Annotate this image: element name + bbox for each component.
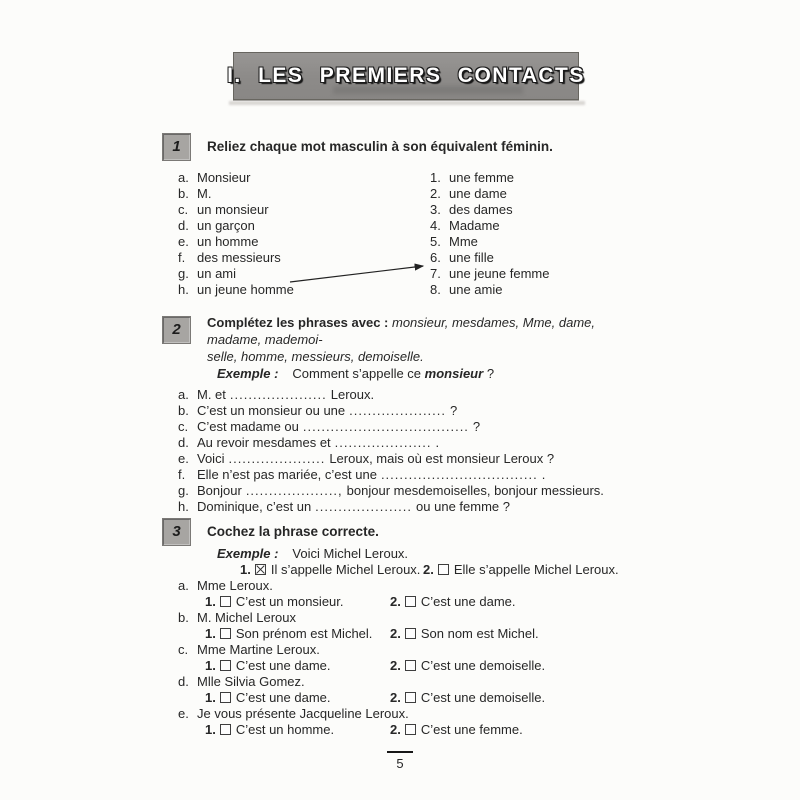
item-letter: a. [178,387,189,402]
blank-dots: ..................... [228,451,326,466]
page-number: 5 [396,756,404,771]
example-punctuation: ? [486,366,495,381]
fill-blank-item [162,419,610,435]
item-text: Monsieur [197,170,251,185]
option-number: 2. [390,722,401,737]
question-item [162,674,624,706]
item-letter: d. [178,218,189,233]
checked-checkbox-icon [255,564,266,575]
item-letter: e. [178,451,189,466]
blank-dots: ...................., [245,483,343,498]
item-letter: c. [178,642,189,657]
example-line [217,366,610,382]
chapter-title-banner [227,52,585,100]
option-2 [390,722,523,738]
item-text: un homme [197,234,259,249]
exercise-number-badge: 1 [162,133,191,161]
item-text: des messieurs [197,250,281,265]
list-item [430,202,549,218]
question-options [205,690,624,706]
checkbox-icon [220,660,231,671]
option-2 [390,690,545,706]
exercise-instruction: Cochez la phrase correcte. [207,524,379,539]
item-letter: e. [178,234,189,249]
option-text: C’est un homme. [235,722,335,737]
item-number: 8. [430,282,441,297]
option-1 [240,562,423,578]
exercise-2 [162,314,610,515]
item-text: Bonjour ...................., bonjour mesdemoiselles, bonjour messieurs. [197,483,604,498]
list-item [430,266,549,282]
item-letter: e. [178,706,189,721]
item-letter: a. [178,170,189,185]
option-number: 1. [205,626,216,641]
option-number: 1. [205,658,216,673]
fill-blank-item [162,403,610,419]
instruction-lead: Complétez les phrases avec : [207,315,389,330]
item-text: un monsieur [197,202,269,217]
fill-blank-item [162,499,610,515]
option-2 [390,594,516,610]
page-showthrough-line [229,101,585,105]
list-item [430,234,549,250]
option-text: C’est une dame. [235,658,331,673]
item-letter: a. [178,578,189,593]
item-text: M. et ..................... Leroux. [197,387,375,402]
chapter-title: I. LES PREMIERS CONTACTS [227,64,585,87]
exercise-2-header [162,314,610,365]
question-item [162,610,624,642]
list-item [430,218,549,234]
example-answer-word: monsieur [424,366,484,381]
example-text: Voici Michel Leroux. [292,546,409,561]
item-text: Mme Leroux. [197,578,273,593]
option-number: 2. [390,658,401,673]
option-text: Elle s’appelle Michel Leroux. [453,562,619,577]
example-line [217,546,624,562]
option-2 [423,562,619,578]
word-bank-line1: monsieur, mesdames, Mme, dame, madame, mademoi- [207,315,596,347]
checkbox-icon [220,692,231,703]
item-text: M. [197,186,212,201]
item-letter: h. [178,282,189,297]
item-letter: b. [178,403,189,418]
item-letter: h. [178,499,189,514]
item-text: une femme [449,170,515,185]
option-number: 2. [390,690,401,705]
item-text: Mme Martine Leroux. [197,642,320,657]
item-text: un garçon [197,218,255,233]
question-options [205,658,624,674]
item-text: une jeune femme [449,266,550,281]
item-text: une dame [449,186,507,201]
option-number: 1. [205,722,216,737]
fill-blank-item [162,435,610,451]
word-bank-line2: selle, homme, messieurs, demoiselle. [207,349,424,364]
exercise-1-header [162,133,608,161]
item-text: M. Michel Leroux [197,610,296,625]
example-label: Exemple : [217,546,279,561]
fill-blank-item [162,467,610,483]
option-text: C’est une demoiselle. [420,658,546,673]
exercise-number-badge: 3 [162,518,191,546]
option-number: 2. [390,594,401,609]
exercise-number-badge: 2 [162,316,191,344]
item-text: C’est un monsieur ou une ..................... ? [197,403,458,418]
blank-dots: .................................... [302,419,469,434]
item-letter: c. [178,419,189,434]
option-text: Son prénom est Michel. [235,626,373,641]
option-2 [390,626,539,642]
item-number: 7. [430,266,441,281]
question-options [205,722,624,738]
item-text: C’est madame ou .................................... ? [197,419,481,434]
option-number: 1. [240,562,251,577]
item-text: Madame [449,218,500,233]
exercise-1 [162,133,608,300]
exercise-3-header [162,518,624,546]
item-letter: g. [178,266,189,281]
fill-blank-items [162,387,610,515]
option-number: 2. [423,562,434,577]
item-text: Voici ..................... Leroux, mais où est monsieur Leroux ? [197,451,555,466]
item-letter: b. [178,186,189,201]
option-number: 2. [390,626,401,641]
item-text: Mme [449,234,478,249]
item-number: 5. [430,234,441,249]
blank-dots: ..................... [229,387,327,402]
checkbox-icon [220,628,231,639]
item-text: une fille [449,250,494,265]
option-1 [205,690,390,706]
blank-dots: ..................... [334,435,432,450]
example-options [240,562,624,578]
item-letter: b. [178,610,189,625]
question-item [162,642,624,674]
question-options [205,594,624,610]
example-label: Exemple : [217,366,279,381]
list-item [430,282,549,298]
question-options [205,626,624,642]
option-2 [390,658,545,674]
option-text: C’est une demoiselle. [420,690,546,705]
item-text: Elle n’est pas mariée, c’est une .................................. . [197,467,546,482]
option-text: C’est une dame. [420,594,516,609]
option-text: Il s’appelle Michel Leroux. [270,562,421,577]
option-text: C’est un monsieur. [235,594,344,609]
item-text: Mlle Silvia Gomez. [197,674,305,689]
page-footer [0,751,800,772]
blank-dots: .................................. [380,467,538,482]
checkbox-icon [405,596,416,607]
fill-blank-item [162,387,610,403]
item-number: 3. [430,202,441,217]
exercise-instruction [207,314,605,365]
option-number: 1. [205,690,216,705]
checkbox-icon [220,724,231,735]
option-text: C’est une femme. [420,722,523,737]
item-letter: f. [178,467,186,482]
exercise-instruction: Reliez chaque mot masculin à son équivalent féminin. [207,139,553,154]
item-text: un ami [197,266,237,281]
exercise-3 [162,518,624,738]
question-item [162,578,624,610]
option-1 [205,594,390,610]
list-item [430,170,549,186]
item-letter: d. [178,674,189,689]
option-text: Son nom est Michel. [420,626,539,641]
option-text: C’est une dame. [235,690,331,705]
item-number: 1. [430,170,441,185]
checkbox-icon [220,596,231,607]
fill-blank-item [162,451,610,467]
item-number: 6. [430,250,441,265]
footer-rule [387,751,413,753]
item-letter: f. [178,250,186,265]
item-letter: g. [178,483,189,498]
item-text: un jeune homme [197,282,294,297]
checkbox-icon [405,660,416,671]
list-item [430,186,549,202]
blank-dots: ..................... [315,499,413,514]
item-text: Au revoir mesdames et ..................... . [197,435,440,450]
blank-dots: ..................... [349,403,447,418]
checkbox-icon [405,628,416,639]
option-1 [205,626,390,642]
item-text: une amie [449,282,503,297]
item-text: Je vous présente Jacqueline Leroux. [197,706,409,721]
matching-lists [178,170,608,300]
option-1 [205,722,390,738]
item-letter: c. [178,202,189,217]
checkbox-icon [405,724,416,735]
feminine-column [430,170,549,298]
item-number: 4. [430,218,441,233]
item-text: des dames [449,202,513,217]
option-1 [205,658,390,674]
item-letter: d. [178,435,189,450]
option-number: 1. [205,594,216,609]
list-item [430,250,549,266]
example-text: Comment s’appelle ce [292,366,422,381]
fill-blank-item [162,483,610,499]
question-item [162,706,624,738]
checkbox-icon [438,564,449,575]
item-number: 2. [430,186,441,201]
item-text: Dominique, c’est un ..................... ou une femme ? [197,499,510,514]
checkbox-icon [405,692,416,703]
